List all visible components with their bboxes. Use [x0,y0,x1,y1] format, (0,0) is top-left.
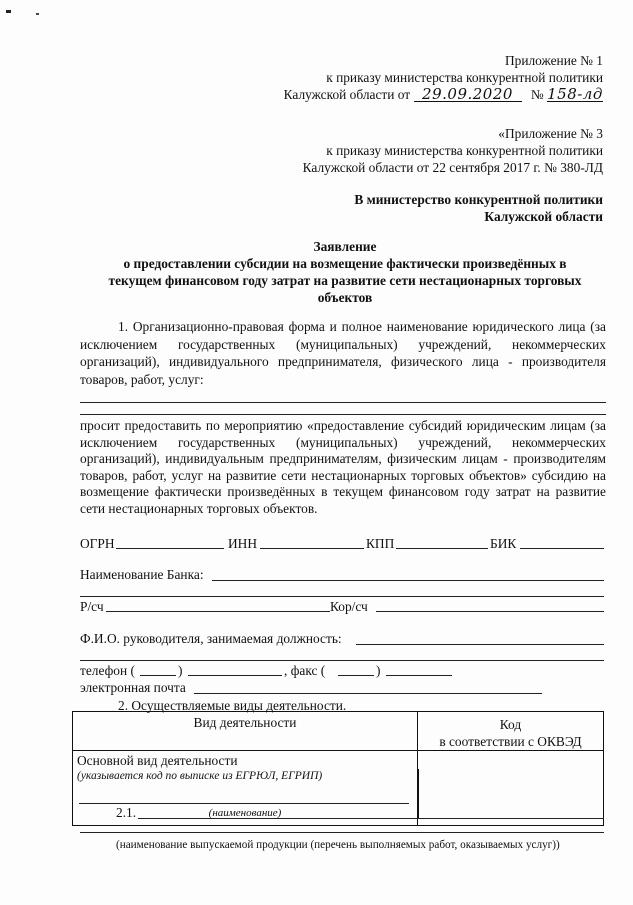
main-activity-code-cell [418,751,604,826]
main-activity-note: (указывается код по выписке из ЕГРЮЛ, ЕГРИП) [77,770,323,783]
fax-label: , факс ( [284,663,326,678]
ks-field [376,611,604,612]
table-header-row [73,712,604,751]
title-line4: объектов [317,290,373,306]
head-label: Ф.И.О. руководителя, занимаемая должность: [80,631,342,646]
ogrn-label: ОГРН [80,536,115,551]
activity-name-note: (наименование) [208,807,282,820]
handwritten-number: 158-лд [547,85,603,104]
appendix3-line3: Калужской области от 22 сентября 2017 г. № 380-ЛД [302,160,603,176]
blank-line [80,832,604,833]
bik-label: БИК [490,536,517,551]
bank-field [212,580,604,581]
appendix1-line3-prefix: Калужской области от [283,87,411,103]
ks-label: Кор/сч [330,599,368,614]
section1-text: 1. Организационно-правовая форма и полное наименование юридического лица (за исключением государственных (муниципальных) учреждений, некоммерческих организаций), индивидуального предпринимателя, физического лица - производителя товаров, работ, услуг: [80,319,606,387]
products-note: (наименование выпускаемой продукции (перечень выполняемых работ, оказываемых услуг)) [116,839,560,851]
blank-line [80,596,604,597]
blank-line [80,414,606,415]
fax-number-field [386,675,452,676]
blank-line [80,402,606,403]
appendix3-line1: «Приложение № 3 [498,126,603,141]
main-activity-label: Основной вид деятельности [77,753,238,769]
email-field [194,693,542,694]
appendix1-line1: Приложение № 1 [504,53,603,68]
title-line3: текущем финансовом году затрат на развитие сети нестационарных торговых [108,273,582,289]
email-label: электронная почта [80,680,186,695]
main-activity-code-inner [418,769,420,819]
appendix1-line3 [183,86,603,103]
code-header-cell [418,712,604,751]
subsection-number: 2.1. [116,805,137,820]
subsection-line [138,818,604,819]
phone-code-field [140,675,176,676]
activity-column-header: Вид деятельности [193,715,297,730]
fax-close-paren: ) [376,663,381,678]
addressee-line2: Калужской области [484,209,603,225]
rs-field [106,611,330,612]
ogrn-field [116,548,224,549]
rs-label: Р/сч [80,599,104,614]
appendix3-block [183,125,603,176]
phone-label: телефон ( [80,663,135,678]
bank-label: Наименование Банка: [80,567,204,582]
code-column-header: Код [499,717,522,732]
activity-header-cell [73,712,418,751]
inn-label: ИНН [228,536,258,551]
head-field [356,644,604,645]
number-label: № [530,87,544,103]
phone-close-paren: ) [178,663,183,678]
kpp-label: КПП [366,536,395,551]
appendix3-line2: к приказу министерства конкурентной политики [326,143,603,159]
appendix1-line2: к приказу министерства конкурентной политики [326,70,603,86]
handwritten-date: 29.09.2020 [414,87,522,102]
title-line1: Заявление [313,239,377,254]
fax-code-field [338,675,374,676]
addressee-line1: В министерство конкурентной политики [354,192,603,207]
title-line2: о предоставлении субсидии на возмещение фактически произведённых в [123,256,567,272]
scan-mark [36,13,39,15]
code-column-subheader: в соответствии с ОКВЭД [439,734,582,750]
table-row [73,751,604,826]
phone-number-field [188,675,282,676]
activities-table [72,711,604,826]
bik-field [520,548,604,549]
blank-line [80,660,604,661]
scan-mark [6,10,11,13]
document-title [60,238,630,307]
addressee-block [183,191,603,225]
request-text: просит предоставить по мероприятию «предоставление субсидий юридическим лицам (за исключением государственных (муниципальных) учреждений, некоммерческих организаций), индивидуальным предпринимателям, физическим лицам - производителям товаров, работ, услуг на развитие сети нестационарных торговых объектов» субсидию на возмещение фактически произведённых в текущем финансовом году затрат на развитие сети нестационарных торговых объектов. [80,418,606,516]
kpp-field [396,548,488,549]
inn-field [260,548,364,549]
section2-heading: 2. Осуществляемые виды деятельности. [118,698,347,713]
appendix1-block [183,52,603,103]
